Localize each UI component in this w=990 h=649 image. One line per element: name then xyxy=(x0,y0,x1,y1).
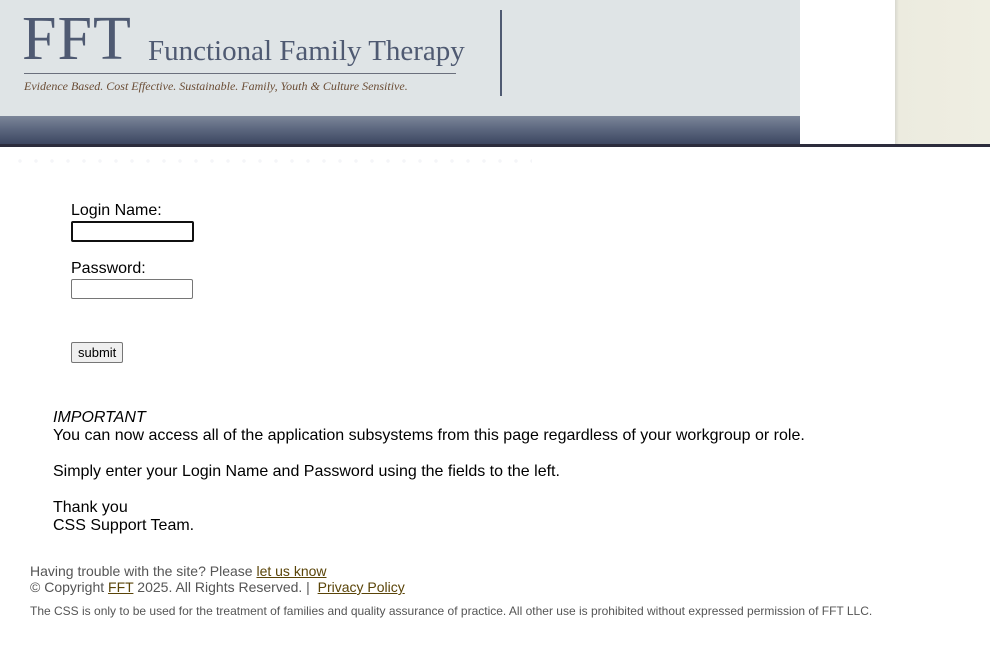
submit-button[interactable]: submit xyxy=(71,342,123,363)
login-name-label: Login Name: xyxy=(71,202,162,219)
navigation-bar xyxy=(0,116,800,144)
logo-title[interactable]: Functional Family Therapy xyxy=(148,35,465,67)
notice-team: CSS Support Team. xyxy=(53,517,195,534)
notice-line-instructions: Simply enter your Login Name and Password using the fields to the left. xyxy=(53,463,560,480)
password-label: Password: xyxy=(71,260,146,277)
header-gap xyxy=(800,0,895,144)
site-footer xyxy=(30,563,872,619)
logo-tagline: Evidence Based. Cost Effective. Sustainable. Family, Youth & Culture Sensitive. xyxy=(24,79,408,93)
notice-line-access: You can now access all of the application subsystems from this page regardless of your workgroup or role. xyxy=(53,427,805,444)
login-form xyxy=(71,202,194,360)
header-bottom-border xyxy=(0,144,990,147)
important-notice xyxy=(53,409,805,535)
let-us-know-link[interactable]: let us know xyxy=(256,563,327,579)
usage-disclaimer: The CSS is only to be used for the treatment of families and quality assurance of practice. All other use is prohibited without expressed permission of FFT LLC. xyxy=(30,604,873,618)
help-line xyxy=(30,563,872,579)
copyright-line xyxy=(30,579,872,595)
logo-abbreviation[interactable]: FFT xyxy=(22,5,132,73)
logo-underline xyxy=(24,73,456,74)
header-banner xyxy=(0,0,800,116)
fft-link[interactable]: FFT xyxy=(108,579,134,595)
copyright-prefix: © Copyright xyxy=(30,579,109,595)
copyright-suffix: 2025. All Rights Reserved. | xyxy=(133,579,314,595)
decorative-dots xyxy=(12,156,532,166)
site-header xyxy=(0,0,990,148)
header-side-panel xyxy=(895,0,990,144)
notice-thanks: Thank you xyxy=(53,499,128,516)
privacy-policy-link[interactable]: Privacy Policy xyxy=(317,579,405,595)
help-text: Having trouble with the site? Please xyxy=(30,563,257,579)
header-divider xyxy=(500,10,502,96)
login-name-input[interactable] xyxy=(71,221,194,242)
notice-heading: IMPORTANT xyxy=(53,409,146,426)
password-input[interactable] xyxy=(71,279,193,299)
